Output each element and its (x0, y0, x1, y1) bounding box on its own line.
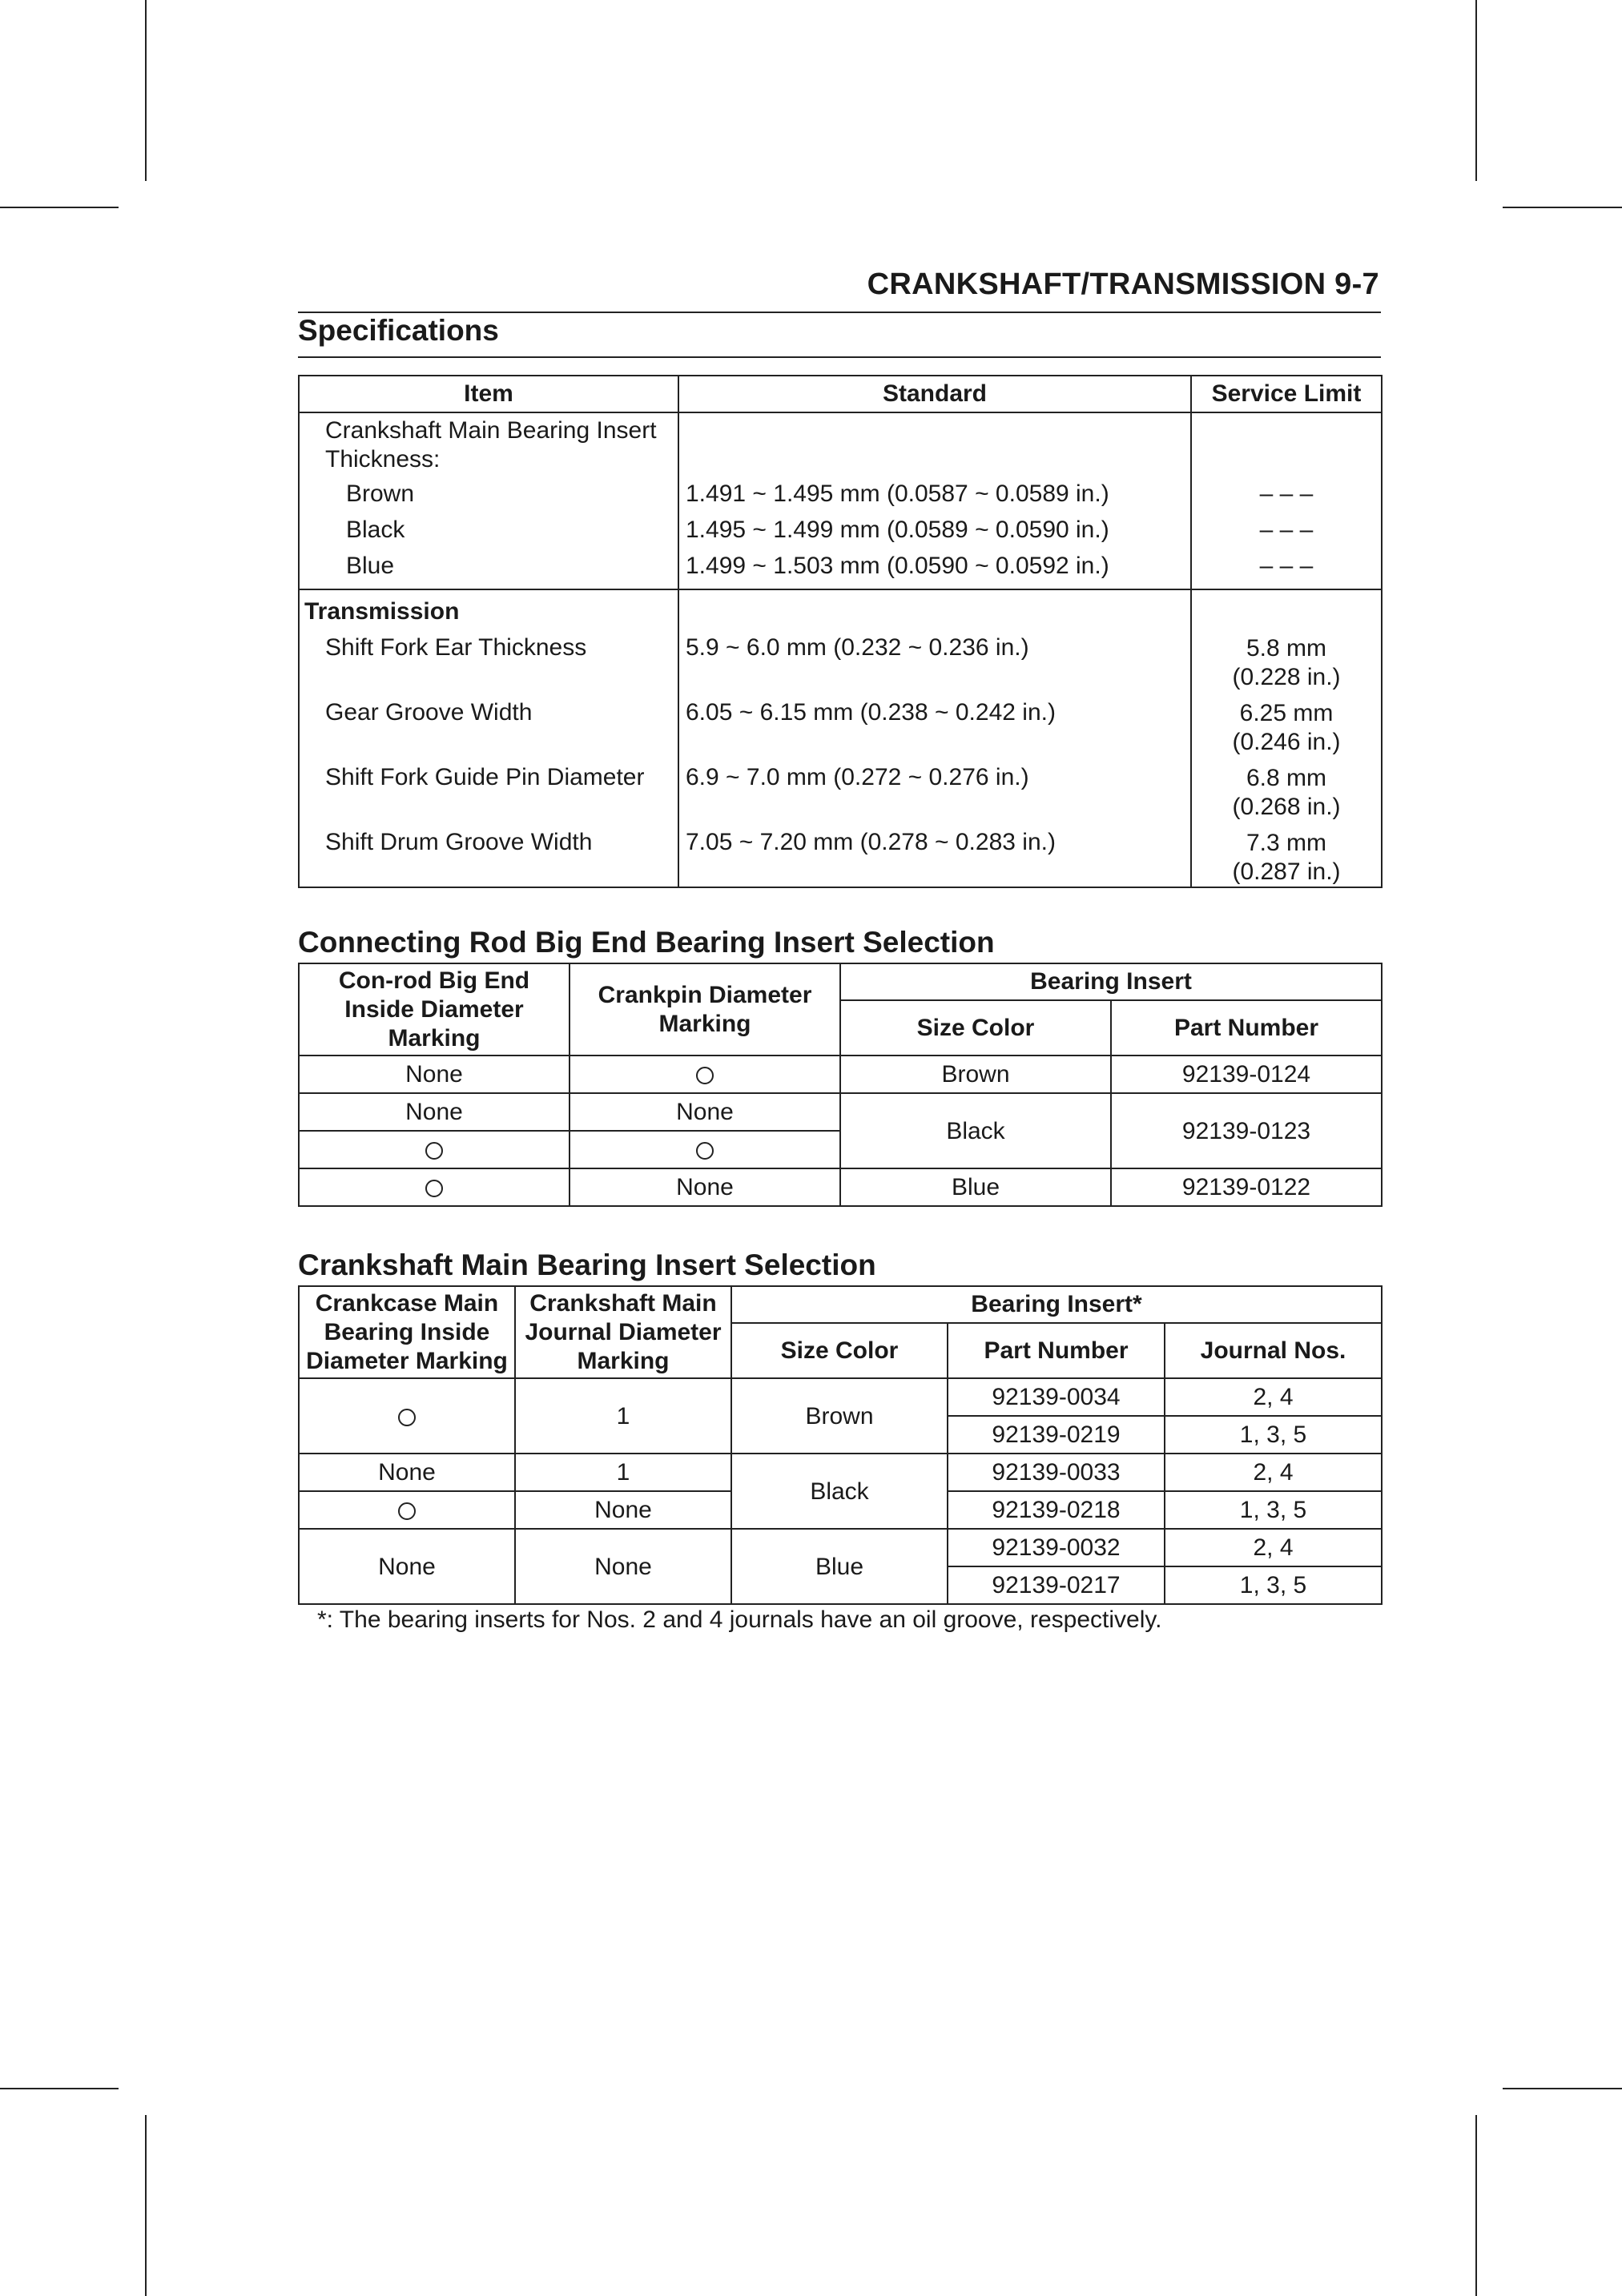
cell-part-number: 92139-0034 (948, 1378, 1165, 1416)
column-header-standard: Standard (678, 376, 1191, 412)
circle-mark-icon (425, 1142, 443, 1160)
conrod-section-title: Connecting Rod Big End Bearing Insert Selection (298, 926, 995, 959)
item-label: Shift Drum Groove Width (325, 829, 593, 855)
cell-part-number: 92139-0217 (948, 1566, 1165, 1604)
cell-size-color: Blue (840, 1168, 1111, 1206)
limit-value: – – – (1259, 553, 1314, 579)
cell-part-number: 92139-0219 (948, 1416, 1165, 1454)
column-header-conrod-marking (299, 963, 570, 1056)
cell-conrod-marking (299, 1131, 570, 1168)
limit-value (1197, 694, 1376, 759)
header-line: Inside Diameter (344, 995, 524, 1023)
item-label: Shift Fork Ear Thickness (325, 634, 587, 661)
crop-mark (1475, 0, 1477, 181)
specifications-title: Specifications (298, 314, 499, 347)
cell-crankcase-marking (299, 1378, 515, 1454)
cell-size-color: Brown (731, 1378, 948, 1454)
standard-value: 6.9 ~ 7.0 mm (0.272 ~ 0.276 in.) (686, 764, 1029, 790)
limit-mm: 6.8 mm (1246, 765, 1327, 791)
header-rule (298, 312, 1381, 313)
cell-crankpin-marking (570, 1131, 840, 1168)
circle-mark-icon (398, 1502, 416, 1520)
item-label: Blue (346, 553, 395, 579)
limit-in: (0.287 in.) (1232, 858, 1341, 885)
cell-journal-nos: 2, 4 (1165, 1454, 1382, 1491)
cell-journal-nos: 1, 3, 5 (1165, 1566, 1382, 1604)
bearing-standard-cell (678, 412, 1191, 589)
cell-part-number: 92139-0122 (1111, 1168, 1382, 1206)
cell-size-color: Black (840, 1093, 1111, 1168)
limit-in: (0.268 in.) (1232, 794, 1341, 820)
cell-size-color: Brown (840, 1056, 1111, 1093)
cell-crankpin-marking (570, 1056, 840, 1093)
table-row (299, 412, 1382, 589)
cell-part-number: 92139-0123 (1111, 1093, 1382, 1168)
column-header-part-number: Part Number (948, 1323, 1165, 1378)
circle-mark-icon (696, 1067, 714, 1084)
conrod-selection-table (298, 963, 1383, 1207)
cell-journal-nos: 1, 3, 5 (1165, 1491, 1382, 1529)
main-bearing-section-title: Crankshaft Main Bearing Insert Selection (298, 1249, 876, 1281)
section-rule (298, 356, 1381, 358)
circle-mark-icon (696, 1142, 714, 1160)
column-header-item: Item (299, 376, 678, 412)
column-header-crankcase-marking (299, 1286, 515, 1378)
header-line: Marking (658, 1010, 751, 1037)
cell-part-number: 92139-0124 (1111, 1056, 1382, 1093)
column-header-service-limit: Service Limit (1191, 376, 1382, 412)
bearing-item-cell (299, 412, 678, 589)
header-line: Bearing Inside (324, 1318, 490, 1345)
crop-mark (1475, 2115, 1477, 2296)
cell-size-color: Black (731, 1454, 948, 1529)
page-title: CRANKSHAFT/TRANSMISSION 9-7 (867, 267, 1379, 301)
item-label: Brown (346, 481, 415, 507)
crop-mark (145, 0, 147, 181)
limit-value (1197, 629, 1376, 694)
header-line: Crankshaft Main (529, 1289, 717, 1317)
column-header-size-color: Size Color (731, 1323, 948, 1378)
item-label: Black (346, 517, 405, 543)
table-row (299, 1529, 1382, 1566)
column-header-bearing-insert: Bearing Insert (840, 963, 1382, 1000)
header-line: Crankcase Main (315, 1289, 499, 1317)
standard-value: 1.491 ~ 1.495 mm (0.0587 ~ 0.0589 in.) (686, 481, 1109, 507)
cell-part-number: 92139-0032 (948, 1529, 1165, 1566)
header-line: Crankpin Diameter (598, 981, 812, 1008)
circle-mark-icon (398, 1409, 416, 1426)
cell-conrod-marking: None (299, 1093, 570, 1131)
item-label: Gear Groove Width (325, 699, 533, 726)
cell-conrod-marking (299, 1168, 570, 1206)
transmission-item-cell (299, 589, 678, 887)
limit-in: (0.246 in.) (1232, 729, 1341, 755)
item-label: Crankshaft Main Bearing Insert (325, 417, 657, 444)
table-row (299, 1454, 1382, 1491)
crop-mark (1503, 207, 1622, 208)
cell-journal-marking: 1 (515, 1378, 731, 1454)
cell-size-color: Blue (731, 1529, 948, 1604)
standard-value: 7.05 ~ 7.20 mm (0.278 ~ 0.283 in.) (686, 829, 1056, 855)
cell-journal-nos: 2, 4 (1165, 1529, 1382, 1566)
header-line: Marking (388, 1024, 481, 1051)
column-header-bearing-insert: Bearing Insert* (731, 1286, 1382, 1323)
column-header-journal-nos: Journal Nos. (1165, 1323, 1382, 1378)
table-row (299, 1168, 1382, 1206)
cell-crankpin-marking: None (570, 1093, 840, 1131)
header-line: Marking (577, 1347, 670, 1374)
standard-value: 5.9 ~ 6.0 mm (0.232 ~ 0.236 in.) (686, 634, 1029, 661)
cell-part-number: 92139-0033 (948, 1454, 1165, 1491)
cell-crankcase-marking: None (299, 1529, 515, 1604)
cell-journal-marking: None (515, 1529, 731, 1604)
limit-value (1197, 824, 1376, 885)
limit-mm: 5.8 mm (1246, 635, 1327, 661)
item-label: Shift Fork Guide Pin Diameter (325, 764, 645, 790)
limit-value: – – – (1259, 517, 1314, 543)
standard-value: 1.499 ~ 1.503 mm (0.0590 ~ 0.0592 in.) (686, 553, 1109, 579)
table-row (299, 1378, 1382, 1416)
column-header-size-color: Size Color (840, 1000, 1111, 1056)
cell-crankcase-marking (299, 1491, 515, 1529)
crop-mark (0, 207, 119, 208)
table-row (299, 589, 1382, 887)
column-header-journal-marking (515, 1286, 731, 1378)
cell-journal-marking: None (515, 1491, 731, 1529)
limit-mm: 7.3 mm (1246, 830, 1327, 856)
transmission-heading: Transmission (304, 598, 460, 625)
cell-journal-marking: 1 (515, 1454, 731, 1491)
crop-mark (1503, 2088, 1622, 2089)
cell-journal-nos: 2, 4 (1165, 1378, 1382, 1416)
main-bearing-selection-table (298, 1285, 1383, 1605)
header-line: Diameter Marking (306, 1347, 508, 1374)
header-line: Con-rod Big End (338, 967, 530, 994)
specifications-table (298, 375, 1383, 888)
crop-mark (145, 2115, 147, 2296)
cell-conrod-marking: None (299, 1056, 570, 1093)
limit-value (1197, 759, 1376, 824)
limit-value: – – – (1259, 481, 1314, 507)
transmission-limit-cell (1191, 589, 1382, 887)
crop-mark (0, 2088, 119, 2089)
bearing-limit-cell (1191, 412, 1382, 589)
cell-part-number: 92139-0218 (948, 1491, 1165, 1529)
item-label: Thickness: (325, 446, 441, 472)
column-header-part-number: Part Number (1111, 1000, 1382, 1056)
circle-mark-icon (425, 1180, 443, 1197)
transmission-standard-cell (678, 589, 1191, 887)
column-header-crankpin-marking (570, 963, 840, 1056)
standard-value: 6.05 ~ 6.15 mm (0.238 ~ 0.242 in.) (686, 699, 1056, 726)
cell-crankcase-marking: None (299, 1454, 515, 1491)
limit-in: (0.228 in.) (1232, 664, 1341, 690)
cell-crankpin-marking: None (570, 1168, 840, 1206)
table-row (299, 1056, 1382, 1093)
cell-journal-nos: 1, 3, 5 (1165, 1416, 1382, 1454)
table-row (299, 1093, 1382, 1131)
standard-value: 1.495 ~ 1.499 mm (0.0589 ~ 0.0590 in.) (686, 517, 1109, 543)
header-line: Journal Diameter (525, 1318, 722, 1345)
footnote: *: The bearing inserts for Nos. 2 and 4 journals have an oil groove, respectively. (317, 1606, 1162, 1633)
limit-mm: 6.25 mm (1239, 700, 1334, 726)
